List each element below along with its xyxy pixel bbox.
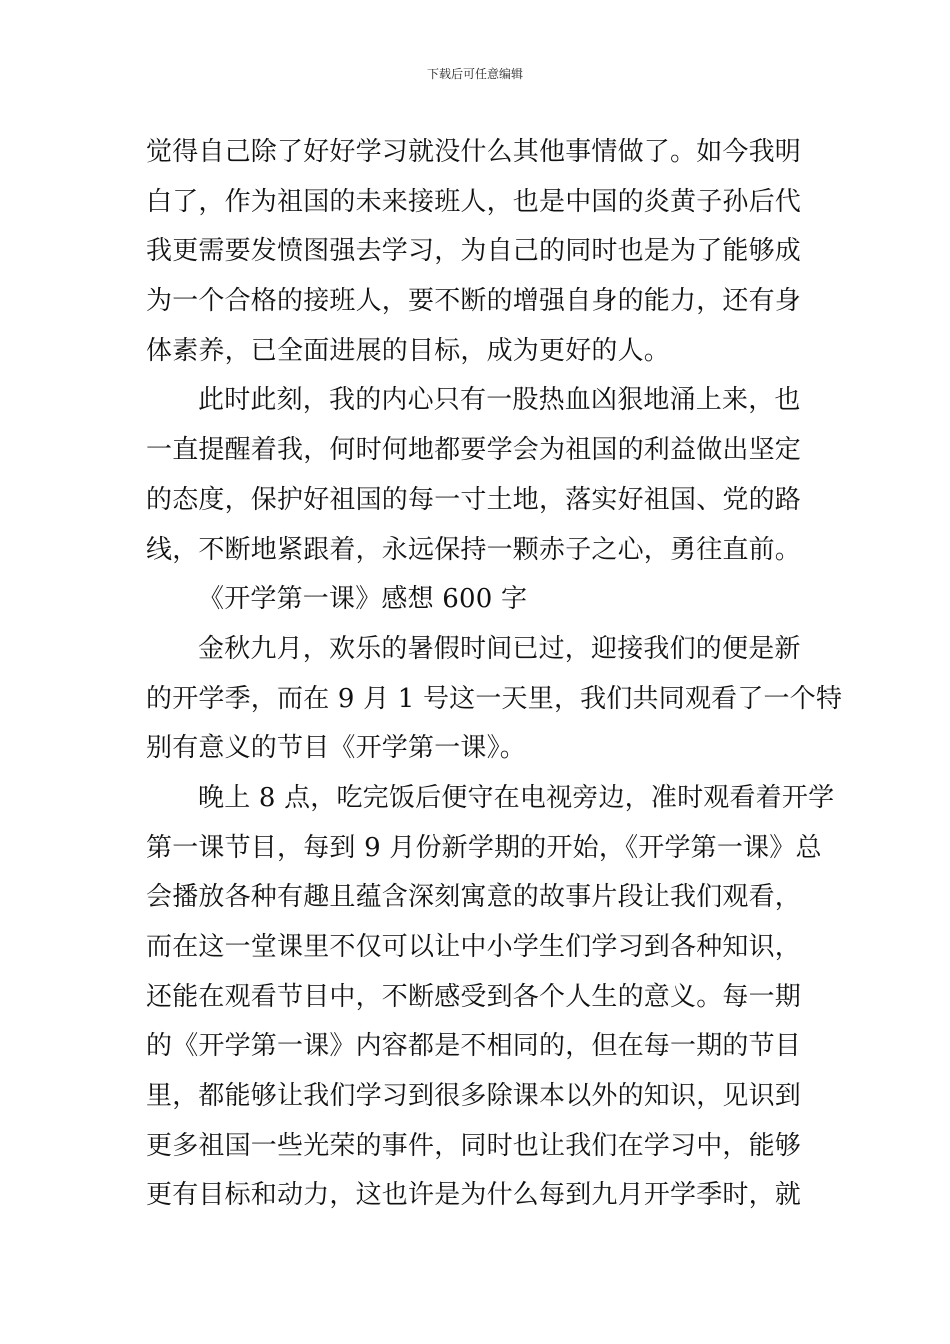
text-line: 而在这一堂课里不仅可以让中小学生们学习到各种知识， [146, 932, 802, 962]
text-line: 会播放各种有趣且蕴含深刻寓意的故事片段让我们观看， [146, 882, 802, 913]
text-line: 觉得自己除了好好学习就没什么其他事情做了。如今我明 [146, 137, 802, 167]
paragraph [146, 625, 843, 774]
text-line: 还能在观看节目中，不断感受到各个人生的意义。每一期 [146, 981, 802, 1012]
text-line: 为一个合格的接班人，要不断的增强自身的能力，还有身 [146, 286, 802, 317]
paragraph [146, 128, 816, 376]
text-line: 体素养，已全面进展的目标，成为更好的人。 [146, 335, 671, 366]
text-line: 《开学第一课》感想 600 字 [198, 584, 528, 615]
paragraph [146, 774, 835, 1221]
text-line: 白了，作为祖国的未来接班人，也是中国的炎黄子孙后代 [146, 186, 802, 217]
text-line: 此时此刻，我的内心只有一股热血凶狠地涌上来，也 [198, 385, 801, 416]
text-line: 里，都能够让我们学习到很多除课本以外的知识，见识到 [146, 1081, 802, 1112]
text-line: 金秋九月，欢乐的暑假时间已过，迎接我们的便是新 [198, 633, 801, 664]
text-line: 一直提醒着我，何时何地都要学会为祖国的利益做出坚定 [146, 435, 802, 466]
page-header: 下载后可任意编辑 [426, 67, 523, 81]
text-line: 我更需要发愤图强去学习，为自己的同时也是为了能够成 [146, 236, 802, 267]
text-line: 晚上 8 点，吃完饭后便守在电视旁边，准时观看着开学 [198, 782, 835, 813]
text-line: 的《开学第一课》内容都是不相同的，但在每一期的节目 [146, 1031, 802, 1062]
text-line: 更有目标和动力，这也许是为什么每到九月开学季时，就 [146, 1180, 802, 1211]
text-line: 别有意义的节目《开学第一课》。 [146, 733, 527, 764]
text-line: 的开学季，而在 9 月 1 号这一天里，我们共同观看了一个特 [146, 683, 843, 714]
paragraph [146, 376, 816, 575]
text-line: 第一课节目，每到 9 月份新学期的开始，《开学第一课》总 [146, 832, 822, 863]
section-title [146, 575, 816, 625]
text-line: 的态度，保护好祖国的每一寸土地，落实好祖国、党的路 [146, 484, 802, 515]
text-line: 更多祖国一些光荣的事件，同时也让我们在学习中，能够 [146, 1130, 802, 1161]
text-line: 线，不断地紧跟着，永远保持一颗赤子之心，勇往直前。 [146, 534, 802, 565]
document-body [146, 128, 843, 1221]
